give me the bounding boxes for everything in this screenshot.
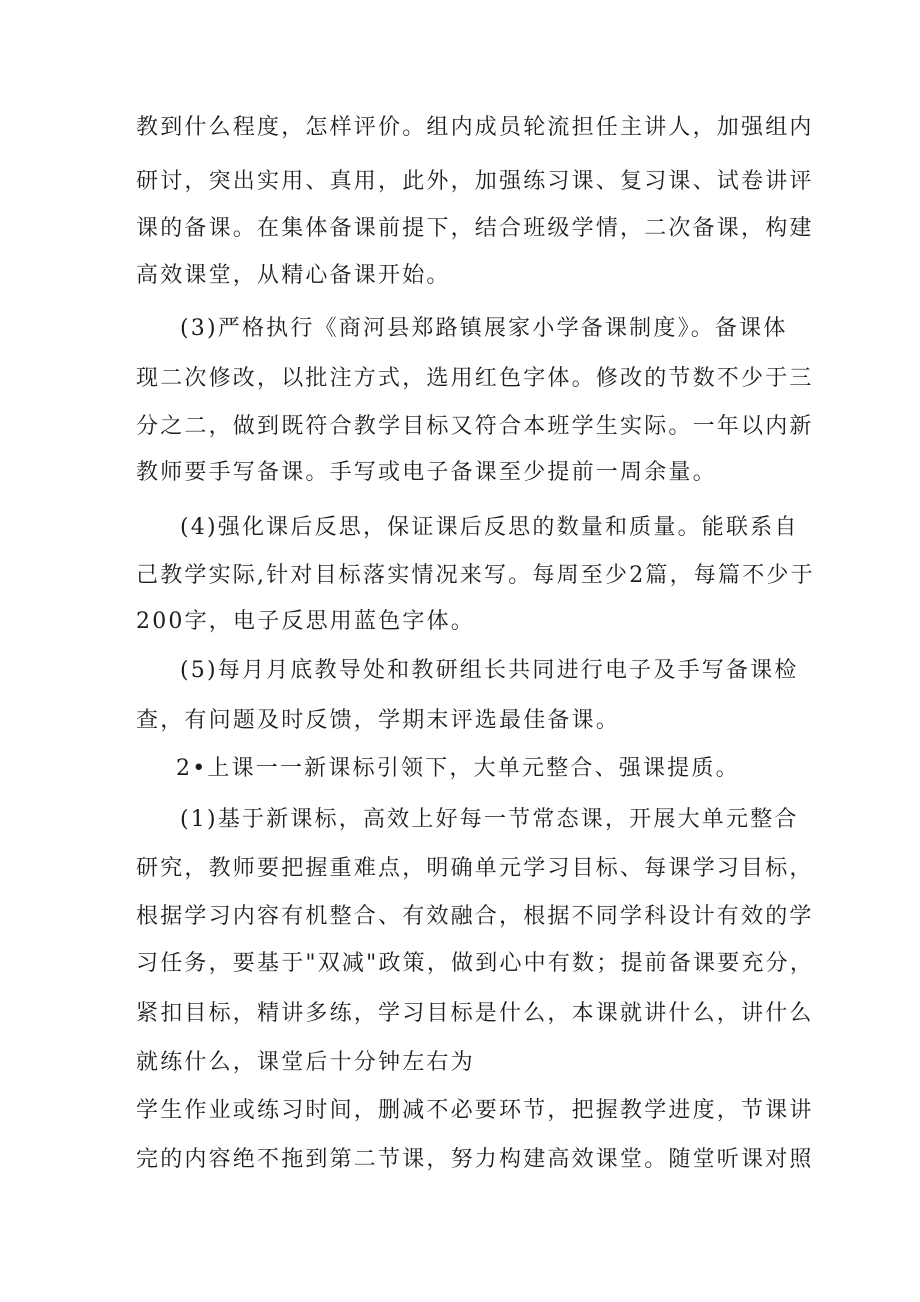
text-line: 200字，电子反思用蓝色字体。 bbox=[136, 609, 475, 634]
text-line: 己教学实际,针对目标落实情况来写。每周至少2篇，每篇不少于 bbox=[136, 563, 815, 588]
text-line: 分之二，做到既符合教学目标又符合本班学生实际。一年以内新 bbox=[136, 414, 814, 439]
text-line: 习任务，要基于"双减"政策，做到心中有数；提前备课要充分， bbox=[136, 951, 815, 976]
text-line: 课的备课。在集体备课前提下，结合班级学情，二次备课，构建 bbox=[136, 216, 814, 241]
text-line: 完的内容绝不拖到第二节课，努力构建高效课堂。随堂听课对照 bbox=[136, 1147, 814, 1172]
text-line: 研讨，突出实用、真用，此外，加强练习课、复习课、试卷讲评 bbox=[136, 169, 814, 194]
paragraph-3-start: (3)严格执行《商河县郑路镇展家小学备课制度》。备课体 bbox=[180, 316, 788, 341]
text-line: 高效课堂，从精心备课开始。 bbox=[136, 263, 451, 288]
paragraph-5-start: (5)每月月底教导处和教研组长共同进行电子及手写备课检 bbox=[180, 658, 799, 683]
text-line: 学生作业或练习时间，删减不必要环节，把握教学进度，节课讲 bbox=[136, 1098, 814, 1123]
text-line: 现二次修改，以批注方式，选用红色字体。修改的节数不少于三 bbox=[136, 366, 814, 391]
text-line: 研究，教师要把握重难点，明确单元学习目标、每课学习目标， bbox=[136, 856, 814, 881]
paragraph-1-start: (1)基于新课标，高效上好每一节常态课，开展大单元整合 bbox=[180, 807, 799, 832]
paragraph-4-start: (4)强化课后反思，保证课后反思的数量和质量。能联系自 bbox=[180, 515, 799, 540]
text-line: 紧扣目标，精讲多练，学习目标是什么，本课就讲什么，讲什么 bbox=[136, 1001, 814, 1026]
text-line: 根据学习内容有机整合、有效融合，根据不同学科设计有效的学 bbox=[136, 904, 814, 929]
text-line: 教师要手写备课。手写或电子备课至少提前一周余量。 bbox=[136, 460, 717, 485]
text-line: 查，有问题及时反馈，学期末评选最佳备课。 bbox=[136, 708, 621, 733]
text-line: 就练什么，课堂后十分钟左右为 bbox=[136, 1050, 475, 1075]
text-line: 教到什么程度，怎样评价。组内成员轮流担任主讲人，加强组内 bbox=[136, 115, 814, 140]
section-heading: 2•上课一一新课标引领下，大单元整合、强课提质。 bbox=[176, 756, 740, 781]
